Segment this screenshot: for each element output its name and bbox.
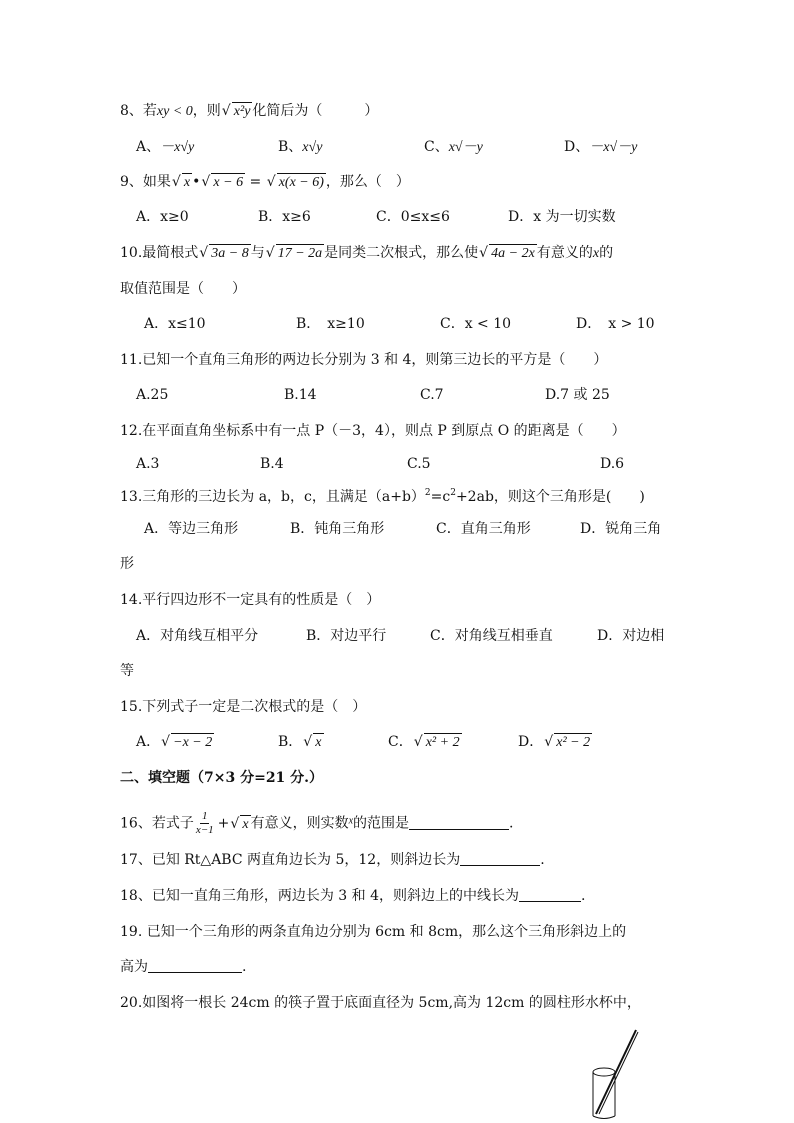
q16-plus: + xyxy=(217,815,230,832)
q9-option-c: C．0≤x≤6 xyxy=(376,209,450,225)
question-16: 16、若式子 $\frac{1}{x-1}$ +√ x 有意义，则实数$^x$的范围是 . xyxy=(120,810,514,837)
q11-option-b: B.14 xyxy=(284,387,317,403)
q16-prefix: 16、若式子 xyxy=(120,815,194,832)
q15-option-a: A．√ −x − 2 xyxy=(136,732,214,753)
q10-radical-2: √ 17 − 2a xyxy=(267,244,324,264)
q16-fraction: $\frac{1}{x-1}$ xyxy=(195,810,214,836)
q19-answer-blank[interactable] xyxy=(148,958,242,973)
q18-answer-blank[interactable] xyxy=(519,887,581,902)
q14-option-b: B．对边平行 xyxy=(306,628,387,644)
question-17: 17、已知 Rt△ABC 两直角边长为 5，12，则斜边长为 . xyxy=(120,852,545,868)
question-14-stem: 14.平行四边形不一定具有的性质是（ ） xyxy=(120,592,381,608)
q13-option-d: D．锐角三角 xyxy=(580,521,662,537)
section-2-title: 二、填空题（7×3 分=21 分.） xyxy=(120,770,324,786)
q17-answer-blank[interactable] xyxy=(460,851,540,866)
question-9-stem xyxy=(120,172,410,193)
q16-var: x xyxy=(348,815,354,827)
q16-mid: 有意义，则实数 xyxy=(250,815,349,832)
q12-option-b: B.4 xyxy=(260,456,284,472)
q13-suffix: +2ab，则这个三角形是( ) xyxy=(455,489,645,505)
q10-mid1: 与 xyxy=(250,245,265,261)
q11-option-c: C.7 xyxy=(420,387,444,403)
q8-radicand: x²y xyxy=(233,104,251,119)
q8-radical xyxy=(223,102,253,122)
q15-option-d: D．√ x² − 2 xyxy=(518,732,592,753)
q8-option-b: B、x√y xyxy=(278,139,323,155)
q10-option-d: D． x > 10 xyxy=(576,316,655,332)
q10-option-c: C．x < 10 xyxy=(440,316,512,332)
q10-end: 的 xyxy=(599,245,614,261)
q8-option-c: C、x√－y xyxy=(424,139,483,155)
question-10-line2: 取值范围是（ ） xyxy=(120,281,246,297)
q9-radical-c: √ x(x − 6) xyxy=(268,173,326,193)
q16-answer-blank[interactable] xyxy=(409,815,509,830)
q13-sup1: 2 xyxy=(424,488,431,498)
q14-option-c: C．对角线互相垂直 xyxy=(430,628,553,644)
q13-mid: =c xyxy=(430,489,451,505)
q10-radical-1: √ 3a − 8 xyxy=(200,244,250,264)
q14-option-d: D．对边相 xyxy=(597,628,665,644)
q9-radical-b: √ x − 6 xyxy=(202,173,245,193)
q15-option-b: B．√ x xyxy=(278,732,324,753)
q8-option-a: A、－x√y xyxy=(136,139,195,155)
q9-radical-a: √ x xyxy=(173,173,192,193)
q10-option-a: A．x≤10 xyxy=(144,316,206,332)
question-15-stem: 15.下列式子一定是二次根式的是（ ） xyxy=(120,699,367,715)
q9-option-b: B．x≥6 xyxy=(258,209,311,225)
q16-post: 的范围是 xyxy=(353,815,410,832)
q10-mid2: 是同类二次根式，那么使 xyxy=(324,245,479,261)
q12-option-a: A.3 xyxy=(136,456,160,472)
q12-option-d: D.6 xyxy=(600,456,625,472)
q11-option-d: D.7 或 25 xyxy=(545,387,610,403)
question-20: 20.如图将一根长 24cm 的筷子置于底面直径为 5cm,高为 12cm 的圆柱形水杯中， xyxy=(120,995,641,1011)
question-11-stem: 11.已知一个直角三角形的两边长分别为 3 和 4，则第三边长的平方是（ ） xyxy=(120,352,608,368)
q14-wrap: 等 xyxy=(120,663,134,679)
q9-equals: = xyxy=(245,174,266,190)
q9-option-a: A．x≥0 xyxy=(136,209,189,225)
q13-option-a: A．等边三角形 xyxy=(144,521,239,537)
question-18: 18、已知一直角三角形，两边长为 3 和 4，则斜边上的中线长为 . xyxy=(120,888,586,904)
q11-option-a: A.25 xyxy=(136,387,169,403)
q10-var: x xyxy=(592,246,600,261)
q12-option-c: C.5 xyxy=(407,456,431,472)
question-13-stem xyxy=(120,483,645,507)
q14-option-a: A．对角线互相平分 xyxy=(136,628,259,644)
q13-sup2: 2 xyxy=(450,488,456,498)
q10-option-b: B． x≥10 xyxy=(296,316,365,332)
question-19-line2: 高为 . xyxy=(120,959,247,975)
question-8-stem xyxy=(120,101,378,122)
q10-radical-3: √ 4a − 2x xyxy=(480,244,537,264)
q15-option-c: C．√ x² + 2 xyxy=(388,732,462,753)
q8-option-d: D、－x√－y xyxy=(564,139,638,155)
cup-with-chopstick-icon xyxy=(584,1028,648,1120)
question-19-line1: 19. 已知一个三角形的两条直角边分别为 6cm 和 8cm，那么这个三角形斜边上的 xyxy=(120,924,627,940)
q8-prefix: 8、若 xyxy=(120,103,157,119)
q13-wrap: 形 xyxy=(120,556,134,572)
q10-mid3: 有意义的 xyxy=(536,245,593,261)
q16-radical: √ x xyxy=(231,815,250,835)
q8-condition: xy < 0 xyxy=(156,104,193,119)
q9-prefix: 9、如果 xyxy=(120,174,171,190)
q13-option-c: C．直角三角形 xyxy=(436,521,531,537)
q9-dot: • xyxy=(192,174,201,190)
q9-suffix: ，那么（ ） xyxy=(325,174,410,190)
q8-suffix: 化简后为（ ） xyxy=(252,103,379,119)
q9-option-d: D．x 为一切实数 xyxy=(508,209,616,225)
q13-prefix: 13.三角形的三边长为 a，b，c，且满足（a+b） xyxy=(120,489,425,505)
q8-mid: ，则 xyxy=(192,103,221,119)
question-10-stem xyxy=(120,243,613,264)
question-12-stem: 12.在平面直角坐标系中有一点 P（－3，4），则点 P 到原点 O 的距离是（ ） xyxy=(120,423,626,439)
q13-option-b: B．钝角三角形 xyxy=(290,521,385,537)
q10-prefix: 10.最简根式 xyxy=(120,245,199,261)
